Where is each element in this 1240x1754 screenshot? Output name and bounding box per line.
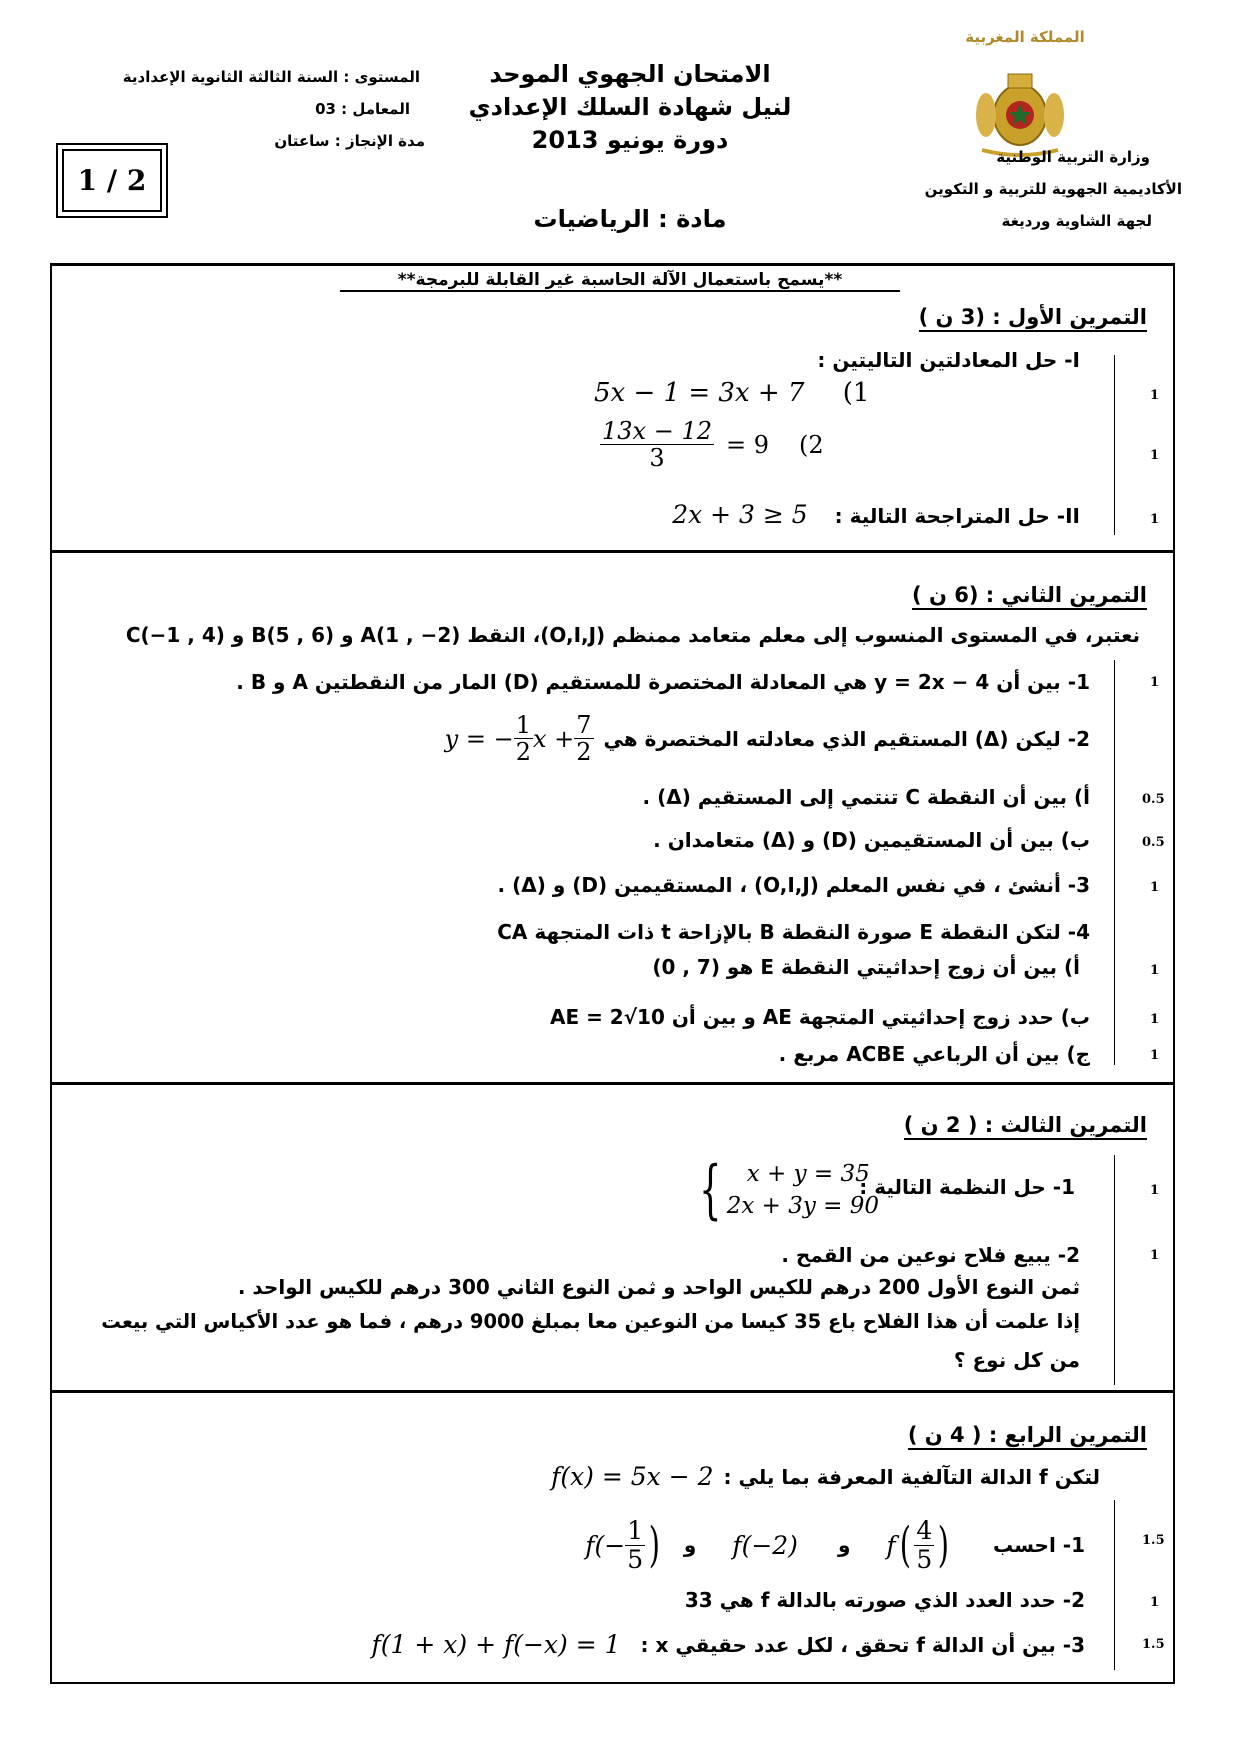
- ex2-q2-lhs: y = −: [444, 724, 514, 753]
- ex1-title: التمرين الأول : (3 ن ): [919, 305, 1147, 332]
- ex2-points: 0.5: [1142, 792, 1165, 807]
- ex4-intro-equation: f(x) = 5x − 2: [551, 1462, 714, 1491]
- ex4-title: التمرين الرابع : ( 4 ن ): [908, 1423, 1147, 1450]
- ex4-q1-and-1: و: [683, 1533, 697, 1557]
- ex2-q2-fraction-2: [574, 712, 593, 766]
- ex2-q2-f1-den: 2: [515, 738, 531, 767]
- ex1-eq2: [600, 418, 824, 472]
- ex4-intro: [551, 1462, 1100, 1491]
- ex2-points: 1: [1150, 1012, 1160, 1027]
- ex2-q2-equation: [445, 712, 594, 766]
- ex2-q3: 3- أنشئ ، في نفس المعلم (O,I,J) ، المستقيمين (D) و (Δ) .: [497, 873, 1090, 897]
- points-rule: [1114, 355, 1115, 535]
- ex2-title: التمرين الثاني : (6 ن ): [912, 583, 1147, 610]
- ex2-q2a: أ) بين أن النقطة C تنتمي إلى المستقيم (Δ) .: [642, 785, 1090, 809]
- ex4-points: 1.5: [1142, 1637, 1165, 1652]
- ex4-q1-b: f(−2): [732, 1530, 798, 1560]
- ex2-q4c: ج) بين أن الرباعي ACBE مربع .: [778, 1042, 1090, 1066]
- ex3-system: [690, 1150, 879, 1230]
- ex3-points: 1: [1150, 1248, 1160, 1263]
- ex2-q2: [445, 712, 1090, 766]
- ex1-eq2-denominator: 3: [649, 444, 665, 473]
- ex4-q1-c-num: 1: [627, 1516, 644, 1545]
- exam-title: الامتحان الجهوي الموحد: [489, 60, 771, 88]
- ex2-points: 0.5: [1142, 835, 1165, 850]
- ex3-equation-2: 2x + 3y = 90: [726, 1193, 880, 1219]
- ex1-part1: I- حل المعادلتين التاليتين :: [817, 348, 1080, 372]
- ex3-q2-line1: 2- يبيع فلاح نوعين من القمح .: [781, 1243, 1080, 1267]
- ex1-eq1: [594, 378, 869, 408]
- ex4-q1-text: 1- احسب: [993, 1533, 1085, 1557]
- ex4-q1-a-f: f: [886, 1530, 896, 1560]
- ex4-q1-c-fraction: [625, 1517, 645, 1573]
- page-number: 1 / 2: [77, 164, 147, 197]
- ex4-q1-a-den: 5: [916, 1544, 933, 1574]
- region-name: لجهة الشاوية ورديغة: [1001, 212, 1152, 230]
- ministry-name: وزارة التربية الوطنية: [996, 148, 1150, 166]
- ex4-q1-a-num: 4: [916, 1516, 933, 1545]
- ex2-intro: نعتبر، في المستوى المنسوب إلى معلم متعامد ممنظم (O,I,J)، النقط A(1 , −2) و B(5 , 6) و C(−1 , 4): [125, 623, 1140, 647]
- ex1-points: 1: [1150, 388, 1160, 403]
- ex2-q2-f2-den: 2: [576, 738, 592, 767]
- ex4-points: 1: [1150, 1595, 1160, 1610]
- page-number-box: [56, 143, 168, 218]
- ex4-q1-a-open: (: [899, 1517, 911, 1573]
- ex3-q1: 1- حل النظمة التالية :: [859, 1175, 1075, 1199]
- ex3-points: 1: [1150, 1183, 1160, 1198]
- ex1-eq2-rhs: = 9: [725, 430, 769, 459]
- ex3-brace: {: [699, 1153, 722, 1227]
- ex1-points: 1: [1150, 448, 1160, 463]
- ex4-q1-expressions: [585, 1517, 953, 1573]
- ex1-part2-label: II- حل المتراجحة التالية :: [834, 504, 1080, 528]
- divider-ex2-ex3: [50, 1082, 1175, 1085]
- ex3-q2-line4: من كل نوع ؟: [953, 1348, 1080, 1372]
- ex4-q1-a-close: ): [938, 1517, 950, 1573]
- level: المستوى : السنة الثالثة الثانوية الإعدادية: [122, 68, 420, 86]
- ex2-q4: 4- لتكن النقطة E صورة النقطة B بالإزاحة t ذات المتجهة CA: [497, 920, 1090, 944]
- ex4-q3-equation: f(1 + x) + f(−x) = 1: [371, 1630, 621, 1659]
- ex4-q3: [372, 1630, 1085, 1659]
- ex4-q1-c-f: f(−: [585, 1530, 626, 1560]
- divider-ex3-ex4: [50, 1390, 1175, 1393]
- ex4-intro-text: لتكن f الدالة التآلفية المعرفة بما يلي :: [723, 1464, 1100, 1489]
- ex2-points: 1: [1150, 880, 1160, 895]
- ex2-q2-f1-num: 1: [515, 711, 531, 739]
- ex3-q2-line3: إذا علمت أن هذا الفلاح باع 35 كيسا من النوعين معا بمبلغ 9000 درهم ، فما هو عدد الأكياس التي بيعت: [101, 1310, 1080, 1333]
- ex2-q4b: ب) حدد زوج إحداثيتي المتجهة AE و بين أن AE = 2√10: [549, 1005, 1090, 1029]
- ex2-q2-f2-num: 7: [576, 711, 592, 739]
- ex3-equation-1: x + y = 35: [746, 1161, 870, 1187]
- ex1-eq2-numerator: 13x − 12: [602, 417, 712, 445]
- ex4-q1-and-2: و: [837, 1533, 851, 1557]
- points-rule: [1114, 660, 1115, 1065]
- exam-subtitle: لنيل شهادة السلك الإعدادي: [468, 93, 792, 121]
- ex2-q2b: ب) بين أن المستقيمين (D) و (Δ) متعامدان .: [653, 828, 1090, 852]
- ex2-q2-fraction-1: [514, 712, 533, 766]
- ex4-q3-text: 3- بين أن الدالة f تحقق ، لكل عدد حقيقي x :: [640, 1632, 1085, 1657]
- duration: مدة الإنجاز : ساعتان: [274, 132, 425, 150]
- ex4-q1-c-close: ): [648, 1517, 661, 1573]
- ex1-points: 1: [1150, 512, 1160, 527]
- ex2-points: 1: [1150, 1048, 1160, 1063]
- emblem: [970, 60, 1070, 160]
- subject: مادة : الرياضيات: [533, 205, 727, 233]
- ex3-q2-line2: ثمن النوع الأول 200 درهم للكيس الواحد و ثمن النوع الثاني 300 درهم للكيس الواحد .: [237, 1275, 1080, 1299]
- ex1-eq1-expr: 5x − 1 = 3x + 7: [594, 378, 805, 408]
- ex1-eq2-number: (2: [799, 430, 824, 459]
- ex2-q2-mid: x +: [532, 724, 575, 753]
- ex3-title: التمرين الثالث : ( 2 ن ): [904, 1113, 1147, 1140]
- ex4-points: 1.5: [1142, 1533, 1165, 1548]
- ex4-q1-c-den: 5: [627, 1544, 644, 1574]
- ex1-eq2-fraction: [600, 418, 714, 472]
- ex2-q1: 1- بين أن y = 2x − 4 هي المعادلة المختصرة للمستقيم (D) المار من النقطتين A و B .: [236, 670, 1090, 694]
- ex4-q1: [585, 1505, 1085, 1585]
- academy-name: الأكاديمية الجهوية للتربية و التكوين: [924, 180, 1182, 198]
- coefficient: المعامل : 03: [315, 100, 410, 118]
- ex4-q2: 2- حدد العدد الذي صورته بالدالة f هي 33: [684, 1588, 1085, 1612]
- ex2-points: 1: [1150, 963, 1160, 978]
- ex1-eq1-number: (1: [842, 378, 870, 408]
- kingdom-name: المملكة المغربية: [965, 28, 1085, 46]
- calculator-note: **يسمح باستعمال الآلة الحاسبة غير القابلة للبرمجة**: [340, 270, 900, 292]
- points-rule: [1114, 1155, 1115, 1385]
- ex4-q1-a-fraction: [914, 1517, 934, 1573]
- exam-session: دورة يونيو 2013: [531, 126, 729, 154]
- ex1-part2: [672, 500, 1080, 529]
- divider-ex1-ex2: [50, 550, 1175, 553]
- points-rule: [1114, 1500, 1115, 1670]
- ex1-inequality: 2x + 3 ≥ 5: [672, 500, 808, 529]
- ex2-q4a: أ) بين أن زوج إحداثيتي النقطة E هو (7 , 0): [652, 955, 1080, 979]
- ex2-q2-text: 2- ليكن (Δ) المستقيم الذي معادلته المختصرة هي: [603, 726, 1090, 751]
- ex2-points: 1: [1150, 675, 1160, 690]
